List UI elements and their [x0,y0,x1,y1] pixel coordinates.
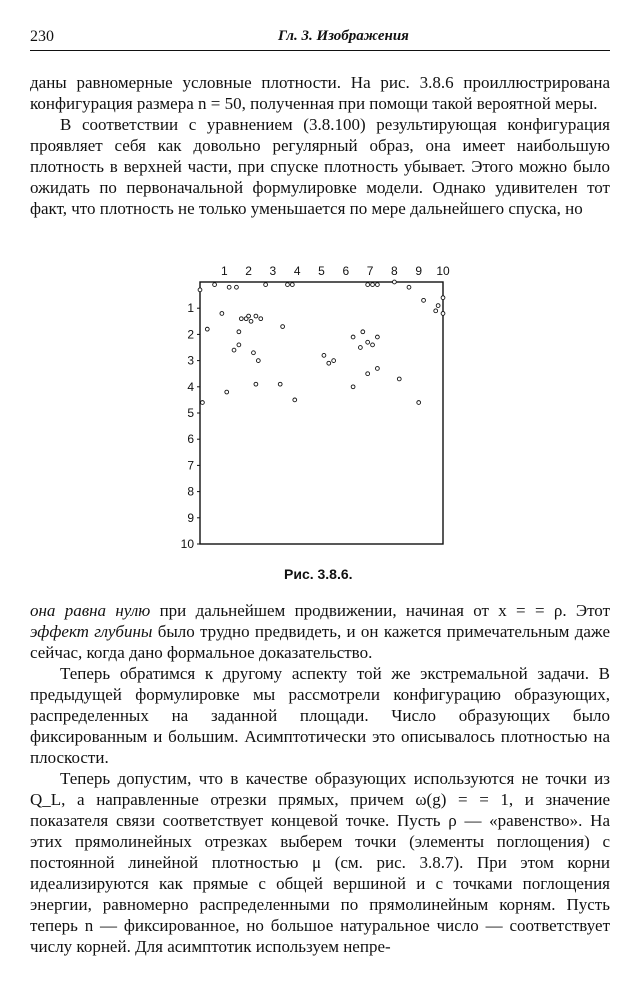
y-tick-label: 6 [187,432,194,447]
data-point [290,283,294,287]
x-tick-label: 7 [366,264,374,278]
running-title: Гл. 3. Изображения [278,28,409,44]
data-point [220,312,224,316]
x-tick-label: 5 [318,264,325,278]
paragraph-3-part-b: было трудно предвидеть, и он кажется примечательным даже сейчас, когда дано формальное доказательство. [30,622,610,662]
data-point [281,325,285,329]
data-point [358,346,362,350]
y-tick-label: 5 [187,406,194,420]
data-point [327,361,331,365]
data-point [237,343,241,347]
y-tick-label: 4 [187,379,194,394]
data-point [249,319,253,323]
data-point [441,296,445,300]
x-tick-label: 3 [269,264,277,278]
y-tick-label: 7 [187,458,194,473]
paragraph-3-part-a: при дальнейшем продвижении, начиная от x = = ρ. Этот [150,601,610,620]
data-point [254,314,258,318]
data-point [371,283,375,287]
data-point [397,377,401,381]
data-point [393,280,397,284]
data-point [375,335,379,339]
data-point [371,343,375,347]
header-rule [30,50,610,51]
data-point [417,401,421,405]
data-point [239,317,243,321]
data-point [264,283,268,287]
data-point [375,283,379,287]
y-tick-label: 1 [187,301,194,316]
paragraph-2: В соответствии с уравнением (3.8.100) результирующая конфигурация проявляет себя как довольно регулярный образ, она имеет наибольшую плотность в верхней части, при спуске плотность убывает. Этого можно было ожидать по первоначальной формулировке модели. Однако удивителен тот факт, что плотность не только уменьшается по мере дальнейшего спуска, но [30,115,610,218]
paragraph-4: Теперь обратимся к другому аспекту той же экстремальной задачи. В предыдущей формулировке мы рассмотрели конфигурацию образующих, распределенных на заданной площади. Число образующих было фиксированным и большим. Асимптотически это описывалось плотностью на плоскости. [30,664,610,767]
text-block-bottom [30,600,610,957]
data-point [293,398,297,402]
figure-caption: Рис. 3.8.6. [284,566,353,582]
paragraph-3 [30,600,610,663]
data-point [366,372,370,376]
emphasis-depth-effect: эффект глубины [30,622,153,641]
data-point [278,382,282,386]
data-point [351,335,355,339]
data-point [225,390,229,394]
data-point [237,330,241,334]
data-point [351,385,355,389]
data-point [201,401,205,405]
x-tick-label: 2 [245,264,252,278]
x-tick-label: 8 [391,264,398,278]
y-tick-label: 2 [187,327,194,342]
data-point [407,285,411,289]
data-point [375,367,379,371]
y-tick-label: 10 [180,537,194,551]
x-tick-label: 9 [415,264,423,278]
data-point [227,285,231,289]
figure-scatter-chart [180,262,450,552]
data-point [205,327,209,331]
paragraph-1: даны равномерные условные плотности. На рис. 3.8.6 проиллюстрирована конфигурация размера n = 50, полученная при помощи такой вероятной меры. [30,73,610,113]
x-tick-label: 10 [436,264,450,278]
x-tick-label: 4 [293,264,301,278]
emphasis-zero-density: она равна нулю [30,601,151,620]
data-point [232,348,236,352]
page-number: 230 [30,28,54,45]
data-point [441,312,445,316]
data-point [254,382,258,386]
data-point [198,288,202,292]
data-point [247,314,251,318]
x-tick-label: 1 [220,264,228,278]
page-header [30,28,610,50]
data-point [235,285,239,289]
data-point [436,304,440,308]
x-tick-label: 6 [342,264,350,278]
data-point [332,359,336,363]
text-block-top [30,72,610,219]
data-point [256,359,260,363]
data-point [422,298,426,302]
data-point [361,330,365,334]
data-point [252,351,256,355]
y-tick-label: 9 [187,510,194,525]
data-point [322,353,326,357]
y-tick-label: 3 [187,353,194,368]
y-tick-label: 8 [187,484,194,499]
plot-frame [200,282,443,544]
data-point [286,283,290,287]
paragraph-5: Теперь допустим, что в качестве образующих используются не точки из Q_L, а направленные отрезки прямых, причем ω(g) = = 1, и значение показателя связи соответствует концевой точке. Пусть ρ — «равенство». На этих прямолинейных отрезках выберем точки (элементы поглощения) с постоянной линейной плотностью μ (см. рис. 3.8.7). При этом корни идеализируются как прямые с общей вершиной и с точками поглощения энергии, равномерно распределенными по прямолинейным корням. Пусть теперь n — фиксированное, но большое натуральное число — соответствует числу корней. Для асимптотик используем непре- [30,769,610,956]
data-point [434,309,438,313]
data-point [259,317,263,321]
data-point [366,340,370,344]
data-point [213,283,217,287]
data-point [366,283,370,287]
